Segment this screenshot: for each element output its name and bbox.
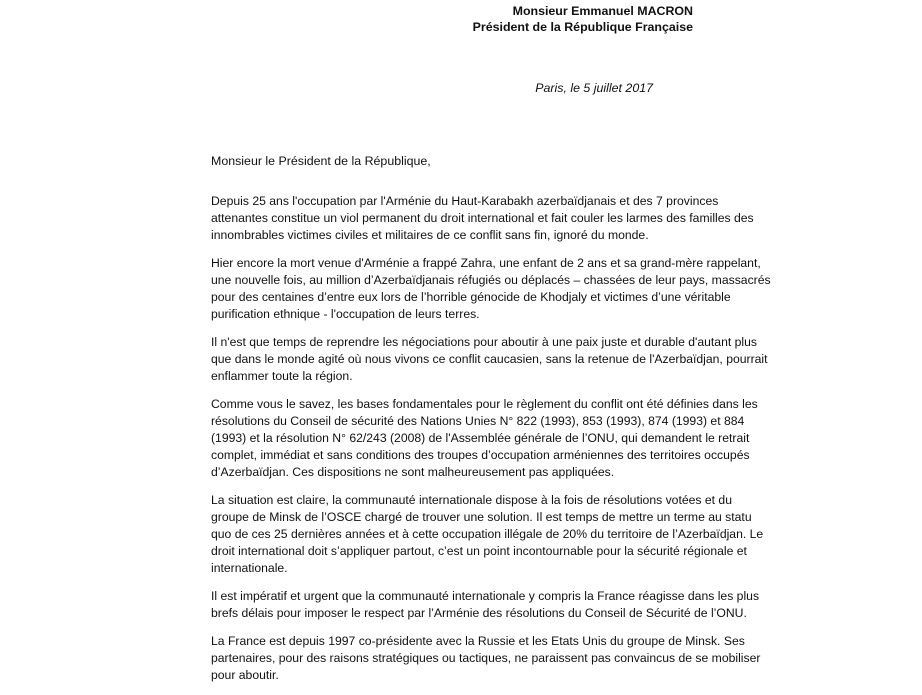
text-line: La situation est claire, la communauté internationale dispose à la fois de résolutions votées et du xyxy=(211,493,732,507)
text-line: enflammer toute la région. xyxy=(211,369,353,383)
text-line: attenantes constitue un viol permanent du droit international et fait couler les larmes des familles des xyxy=(211,211,754,225)
paragraph xyxy=(211,492,764,577)
paragraph xyxy=(211,255,771,323)
recipient-block xyxy=(460,3,693,35)
letter-date: Paris, le 5 juillet 2017 xyxy=(535,81,653,95)
text-line: La France est depuis 1997 co-présidente avec la Russie et les Etats Unis du groupe de Minsk. Ses xyxy=(211,634,745,648)
recipient-name: Monsieur Emmanuel MACRON xyxy=(512,4,693,18)
text-line: une nouvelle fois, au million d’Azerbaïdjanais réfugiés ou déplacés – chassées de leur pays, massacrés xyxy=(211,273,771,287)
text-line: Depuis 25 ans l'occupation par l'Arménie du Haut-Karabakh azerbaïdjanais et des 7 provinces xyxy=(211,194,719,208)
text-line: groupe de Minsk de l’OSCE chargé de trouver une solution. Il est temps de mettre un terme au statu xyxy=(211,510,752,524)
text-line: pour aboutir. xyxy=(211,668,279,682)
text-line: résolutions du Conseil de sécurité des Nations Unies N° 822 (1993), 853 (1993), 874 (1993) et 884 xyxy=(211,414,745,428)
text-line: pour des centaines d’entre eux lors de l’horrible génocide de Khodjaly et victimes d’une véritable xyxy=(211,290,731,304)
text-line: (1993) et la résolution N° 62/243 (2008) de l'Assemblée générale de l’ONU, qui demandent le retrait xyxy=(211,431,750,445)
text-line: Il est impératif et urgent que la communauté internationale y compris la France réagisse dans les plus xyxy=(211,589,760,603)
text-line: droit international doit s’appliquer partout, c’est un point incontournable pour la sécurité régionale et xyxy=(211,544,747,558)
text-line: Hier encore la mort venue d'Arménie a frappé Zahra, une enfant de 2 ans et sa grand-mère rappelant, xyxy=(211,256,761,270)
text-line: partenaires, pour des raisons stratégiques ou tactiques, ne paraissent pas convaincus de se mobiliser xyxy=(211,651,761,665)
salutation: Monsieur le Président de la République, xyxy=(211,154,431,168)
text-line: que dans le monde agité où nous vivons ce conflit caucasien, sans la retenue de l'Azerbaïdjan, pourrait xyxy=(211,352,768,366)
text-line: complet, immédiat et sans conditions des troupes d’occupation arméniennes des territoires occupés xyxy=(211,448,750,462)
text-line: brefs délais pour imposer le respect par l’Arménie des résolutions du Conseil de Sécurité de l’ONU. xyxy=(211,606,747,620)
letter-body xyxy=(211,193,771,695)
text-line: d’Azerbaïdjan. Ces dispositions ne sont malheureusement pas appliquées. xyxy=(211,465,615,479)
text-line: internationale. xyxy=(211,561,288,575)
text-line: Comme vous le savez, les bases fondamentales pour le règlement du conflit ont été définies dans les xyxy=(211,397,758,411)
recipient-title: Président de la République Française xyxy=(472,20,693,34)
text-line: purification ethnique - l'occupation de leurs terres. xyxy=(211,307,480,321)
paragraph xyxy=(211,193,754,244)
text-line: innombrables victimes civiles et militaires de ce conflit sans fin, ignoré du monde. xyxy=(211,228,649,242)
text-line: Il n'est que temps de reprendre les négociations pour aboutir à une paix juste et durable d'autant plus xyxy=(211,335,757,349)
text-line: quo de ces 25 dernières années et à cette occupation illégale de 20% du territoire de l’Azerbaïdjan. Le xyxy=(211,527,764,541)
paragraph xyxy=(211,334,768,385)
paragraph xyxy=(211,396,758,481)
paragraph xyxy=(211,633,761,684)
paragraph xyxy=(211,588,760,622)
